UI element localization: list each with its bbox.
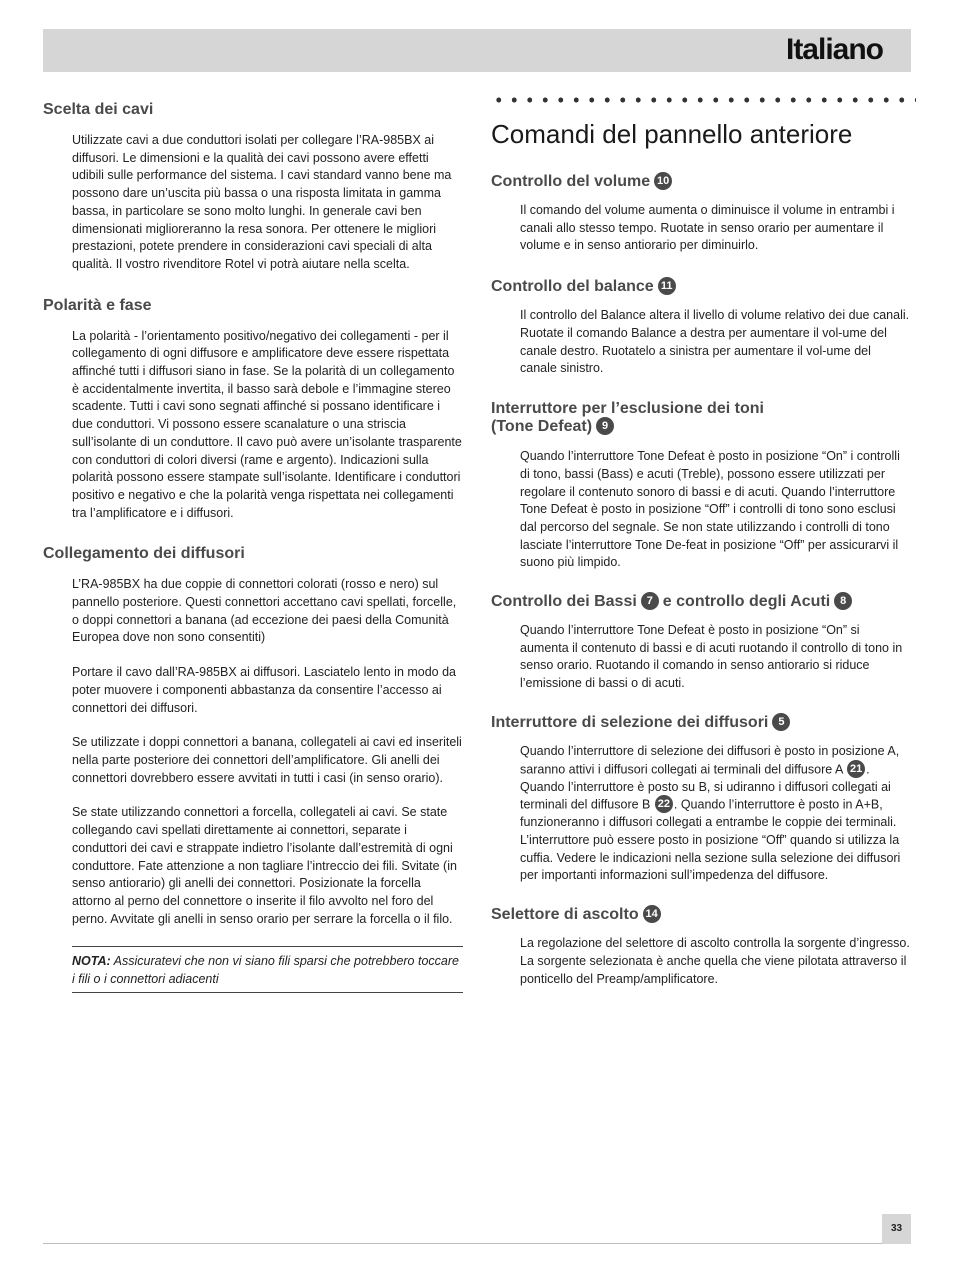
- page-number: 33: [882, 1214, 911, 1244]
- section-title-cable-choice: Scelta dei cavi: [43, 101, 154, 118]
- footer-rule: [43, 1243, 911, 1244]
- section-title-speaker-selector: [491, 713, 911, 733]
- section-title-bass-treble: [491, 592, 911, 612]
- speaker-selector-text-1: Quando l’interruttore di selezione dei diffusori è posto in posizione A, saranno attivi i diffusori collegati ai terminali del diffusore A: [520, 743, 900, 776]
- section-text-volume: Il comando del volume aumenta o diminuisce il volume in entrambi i canali allo stesso tempo. Ruotate in senso orario per aumentare il volume e in senso antiorario per diminuirlo.: [520, 203, 895, 253]
- section-title-listening-selector: [491, 905, 911, 925]
- section-text-polarity: La polarità - l’orientamento positivo/negativo dei collegamenti - per il collegamento di ogni diffusore e amplificatore deve essere rispettata affinché tutti i diffusori siano in fase. Se la polarità di un collegamento è accidentalmente invertita, il basso sarà debole e l’immagine stereo scadente. Tutti i cavi sono segnati affinché si possano identificare i due conduttori. Vi possono essere scanalature o una striscia sull’isolante di un conduttore. Il cavo può avere un’isolante trasparente con conduttori di colori diversi (rame e argento). Indicazioni sulla polarità possono essere stampate sull’isolante. Identificare i conduttori positivo e negativo e che la polarità venga rispettata nei collegamenti tra l’amplificatore e i diffusori.: [72, 328, 462, 520]
- section-text-speaker-connection-3: Se utilizzate i doppi connettori a banana, collegateli ai cavi ed inseriteli nella parte posteriore dei connettori dell’amplificatore. Gli anelli dei connettori dovrebbero essere avvitati in tutti i casi (in senso orario).: [72, 735, 462, 785]
- header-bar: [43, 29, 911, 72]
- callout-number-11: 11: [658, 277, 676, 295]
- section-title-speaker-connection: Collegamento dei diffusori: [43, 545, 245, 563]
- section-text-listening-selector: La regolazione del selettore di ascolto controlla la sorgente d’ingresso. La sorgente selezionata è anche quella che viene pilotata attraverso il ponticello del Preamp/amplificatore.: [520, 936, 910, 986]
- bass-title-text: Controllo dei Bassi: [491, 593, 637, 611]
- callout-number-7: 7: [641, 592, 659, 610]
- dotted-rule: [491, 96, 916, 104]
- section-text-speaker-selector: [491, 743, 911, 885]
- speaker-selector-text-2: . Quando l’interruttore è posto su B, si udiranno i diffusori collegati ai terminali del diffusore B: [520, 761, 891, 812]
- right-column: [491, 96, 911, 988]
- section-text-balance: Il controllo del Balance altera il livello di volume relativo dei due canali. Ruotate il comando Balance a destra per aumentare il vol-ume del canale destro. Ruotatelo a sinistra per aumentare il vol-ume del canale sinistro.: [520, 308, 910, 376]
- left-column: [43, 100, 463, 993]
- section-title-volume: [491, 172, 911, 192]
- callout-number-14: 14: [643, 905, 661, 923]
- section-text-speaker-connection-4: Se state utilizzando connettori a forcella, collegateli ai cavi. Se state collegando cavi spellati direttamente ai connettori, separate i conduttori dei cavi e strappate indietro l’isolante dall’estremità di ogni conduttore. Fate attenzione a non tagliare l’intreccio dei fili. Svitate (in senso antiorario) gli anelli dei connettori. Posizionate la forcella attorno al perno del connettore o inserite il filo avvolto nel foro del perno. Avvitate gli anelli in senso orario per serrare la forcella o il filo.: [72, 805, 457, 926]
- tone-defeat-title-line-1: Interruttore per l’esclusione dei toni: [491, 399, 764, 417]
- listening-selector-title-text: Selettore di ascolto: [491, 906, 639, 924]
- callout-number-5: 5: [772, 713, 790, 731]
- section-title-tone-defeat: [491, 400, 911, 436]
- volume-title-text: Controllo del volume: [491, 173, 651, 190]
- section-text-cable-choice: Utilizzate cavi a due conduttori isolati per collegare l’RA-985BX ai diffusori. Le dimensioni e la qualità dei cavi possono avere effetti udibili sulle performance del sistema. I cavi standard vanno bene ma possono dare un’uscita più bassa o una risposta limitata in gamma bassa, in particolare se sono molto lunghi. In generale cavi ben dimensionati miglioreranno la resa sonora. Per ottenere le migliori prestazioni, potete prendere in considerazioni cavi speciali di alta qualità. Il vostro rivenditore Rotel vi potrà aiutare nella scelta.: [72, 133, 452, 271]
- callout-number-8: 8: [834, 592, 852, 610]
- section-text-speaker-connection-1: L’RA-985BX ha due coppie di connettori colorati (rosso e nero) sul pannello posteriore. Questi connettori accettano cavi spellati, forcelle, o doppi connettori a banana (ad eccezione dei paesi della Comunità Europea dove non sono consentiti): [72, 577, 457, 645]
- balance-title-text: Controllo del balance: [491, 278, 654, 296]
- main-section-title: Comandi del pannello anteriore: [491, 119, 853, 149]
- tone-defeat-title-line-2: (Tone Defeat): [491, 418, 593, 436]
- note-text: Assicuratevi che non vi siano fili sparsi che potrebbero toccare i fili o i connettori adiacenti: [72, 954, 459, 986]
- page-language-title: Italiano: [785, 33, 883, 66]
- callout-number-22: 22: [655, 795, 673, 813]
- section-title-balance: [491, 277, 911, 297]
- callout-number-9: 9: [596, 417, 614, 435]
- section-text-bass-treble: Quando l’interruttore Tone Defeat è posto in posizione “On” si aumenta il contenuto di bassi e di acuti ruotando il controllo di tono in senso orario. Ruotando il comando in senso antiorario si riduce l’emissione di bassi o di acuti.: [520, 623, 903, 691]
- note-box: [72, 946, 463, 993]
- callout-number-21: 21: [847, 760, 865, 778]
- section-title-polarity: Polarità e fase: [43, 296, 152, 314]
- speaker-selector-title-text: Interruttore di selezione dei diffusori: [491, 713, 769, 731]
- callout-number-10: 10: [654, 172, 672, 190]
- section-text-tone-defeat: Quando l’interruttore Tone Defeat è posto in posizione “On” i controlli di tono, bassi (Bass) e acuti (Treble), possono essere utilizzati per regolare il contenuto sonoro di bassi e di acuti. Quando l’interruttore Tone Defeat è posto in posizione “Off” i controlli di tono sono esclusi dal percorso del segnale. Se non state utilizzando i controlli di tono lasciate l’interruttore Tone De-feat in posizione “Off” per assicurarvi il suono più limpido.: [520, 449, 900, 570]
- section-text-speaker-connection-2: Portare il cavo dall’RA-985BX ai diffusori. Lasciatelo lento in modo da poter muovere i componenti abbastanza da consentire l’accesso ai connettori dei diffusori.: [72, 665, 457, 715]
- note-label: NOTA:: [72, 954, 111, 969]
- treble-title-text: e controllo degli Acuti: [662, 593, 831, 611]
- speaker-selector-text-3: . Quando l’interruttore è posto in A+B, funzioneranno i diffusori collegati a entrambe le coppie dei terminali. L’interruttore può essere posto in posizione “Off” quando si utilizza la cuffia. Vedere le indicazioni nella sezione sulla selezione dei diffusori per importanti informazioni sull’impedenza del diffusore.: [520, 797, 901, 883]
